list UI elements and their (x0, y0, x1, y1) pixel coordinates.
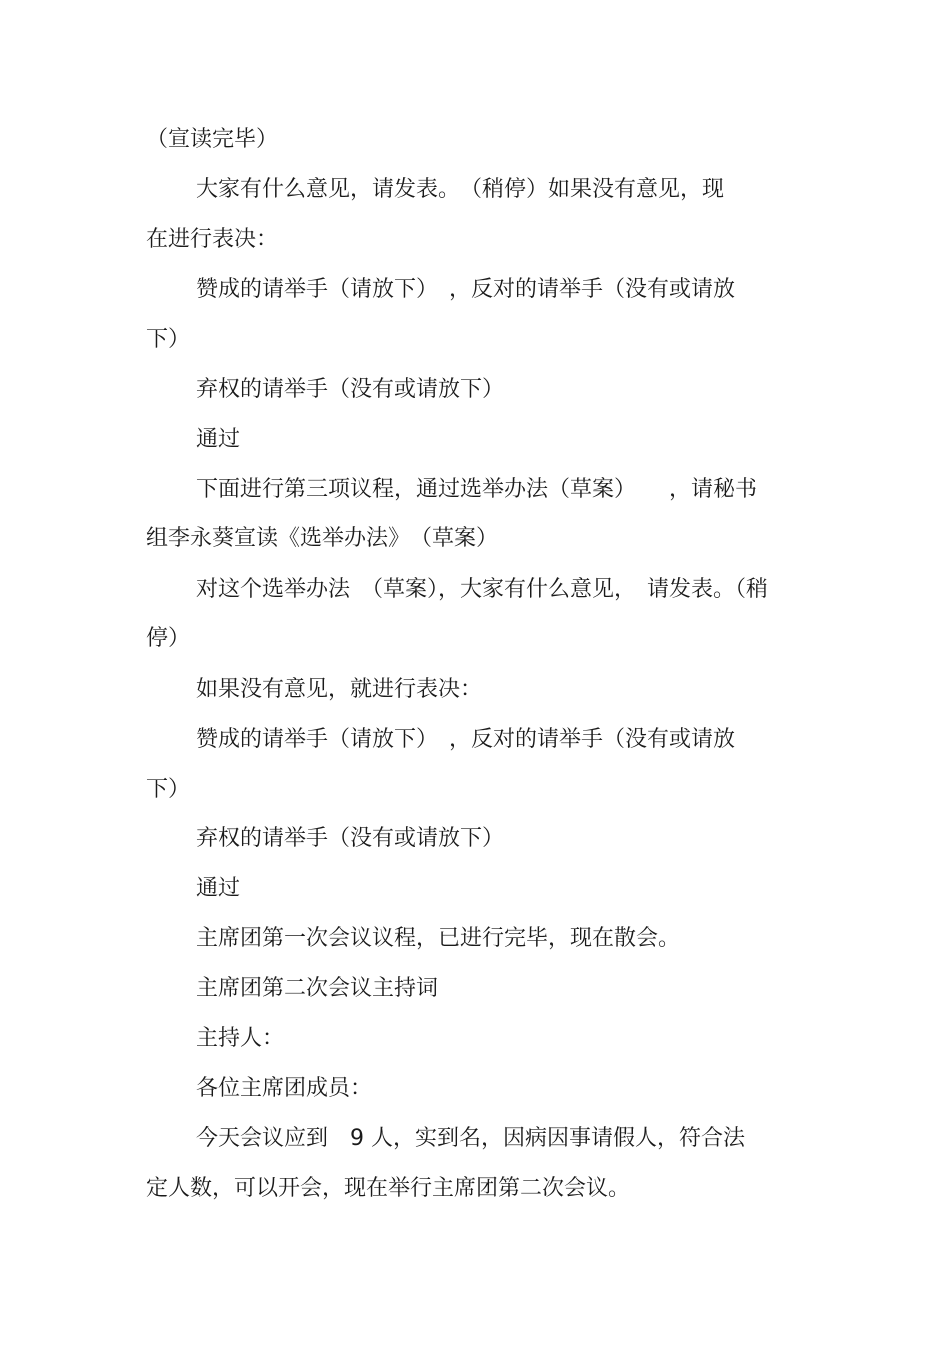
text-line: 主席团第一次会议议程，已进行完毕，现在散会。 (196, 926, 681, 951)
text-line: 通过 (196, 876, 241, 901)
text-line: （宣读完毕） (146, 127, 279, 152)
text-line: 下） (146, 777, 191, 802)
text-line: 各位主席团成员： (196, 1076, 373, 1101)
text-line: 定人数，可以开会，现在举行主席团第二次会议。 (146, 1176, 631, 1201)
text-line: 组李永葵宣读《选举办法》 （草案） (146, 526, 499, 551)
text-line: 主席团第二次会议主持词 (196, 976, 439, 1001)
text-line: 通过 (196, 427, 241, 452)
text-line: 对这个选举办法 （草案），大家有什么意见， 请发表。（稍 (196, 577, 769, 602)
text-line: 赞成的请举手（请放下） ，反对的请举手（没有或请放 (196, 277, 736, 302)
text-line: 弃权的请举手（没有或请放下） (196, 826, 505, 851)
text-line: 弃权的请举手（没有或请放下） (196, 377, 505, 402)
text-line: 赞成的请举手（请放下） ，反对的请举手（没有或请放 (196, 727, 736, 752)
text-line: 主持人： (196, 1026, 285, 1051)
text-line: 停） (146, 626, 191, 651)
text-line: 如果没有意见，就进行表决： (196, 677, 483, 702)
text-line: 在进行表决： (146, 227, 279, 252)
text-line: 今天会议应到 9 人，实到名，因病因事请假人，符合法 (196, 1126, 745, 1151)
text-line: 下） (146, 327, 191, 352)
text-line: 大家有什么意见，请发表。 （稍停）如果没有意见，现 (196, 177, 725, 202)
text-line: 下面进行第三项议程，通过选举办法（草案） ，请秘书 (196, 477, 758, 502)
